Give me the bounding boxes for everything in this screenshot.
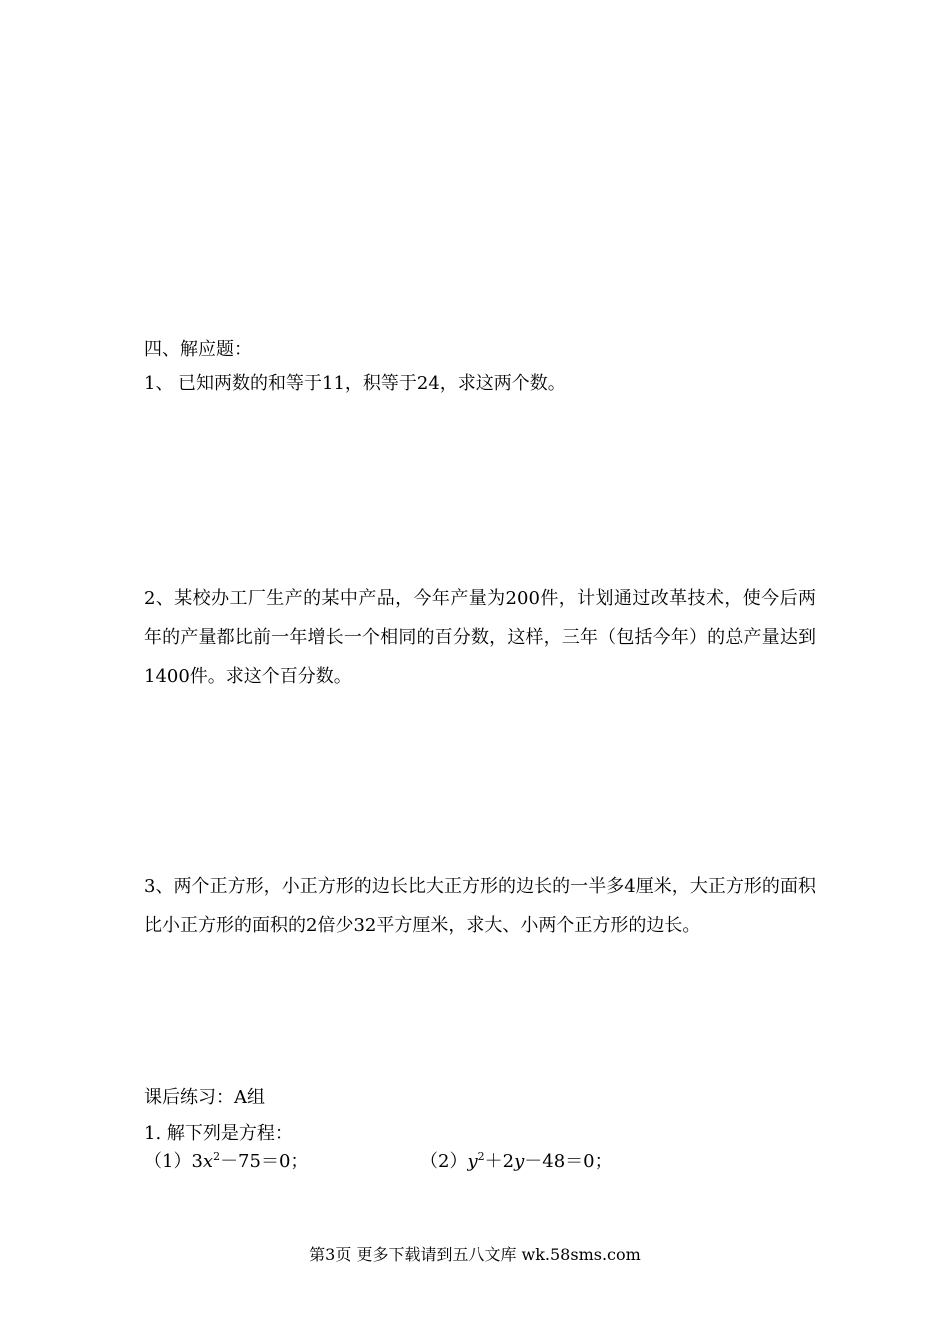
question-1 (144, 372, 566, 396)
question-1-text: 已知两数的和等于11，积等于24，求这两个数。 (178, 373, 566, 394)
equation-2 (420, 1150, 613, 1174)
equation-1-rest: －75＝0； (220, 1151, 309, 1172)
question-2: 2、某校办工厂生产的某中产品，今年产量为200件，计划通过改革技术，使今后两年的产量都比前一年增长一个相同的百分数，这样，三年（包括今年）的总产量达到1400件。求这个百分数。 (144, 588, 816, 687)
equation-2-var2: y (514, 1151, 525, 1172)
equation-1-var: x (202, 1151, 214, 1172)
equation-2-rest: －48＝0； (524, 1151, 613, 1172)
equation-2-label: （2） (420, 1151, 468, 1172)
equation-2-middle: ＋2 (484, 1151, 515, 1172)
equation-1-label: （1） (144, 1151, 192, 1172)
section-title: 四、解应题： (144, 339, 252, 360)
equation-2-var: y (467, 1151, 478, 1172)
page-footer: 第3页 更多下载请到五八文库 wk.58sms.com (309, 1245, 641, 1264)
equation-1 (144, 1150, 308, 1174)
question-1-number: 1、 (144, 373, 174, 394)
equation-1-coef: 3 (191, 1151, 203, 1172)
equation-1-exp: 2 (213, 1150, 221, 1163)
exercise-question-1: 1. 解下列是方程： (144, 1123, 293, 1144)
exercise-title: 课后练习：A组 (144, 1087, 265, 1108)
question-3: 3、两个正方形，小正方形的边长比大正方形的边长的一半多4厘米，大正方形的面积比小正方形的面积的2倍少32平方厘米，求大、小两个正方形的边长。 (144, 876, 816, 936)
equation-2-exp: 2 (477, 1150, 485, 1163)
